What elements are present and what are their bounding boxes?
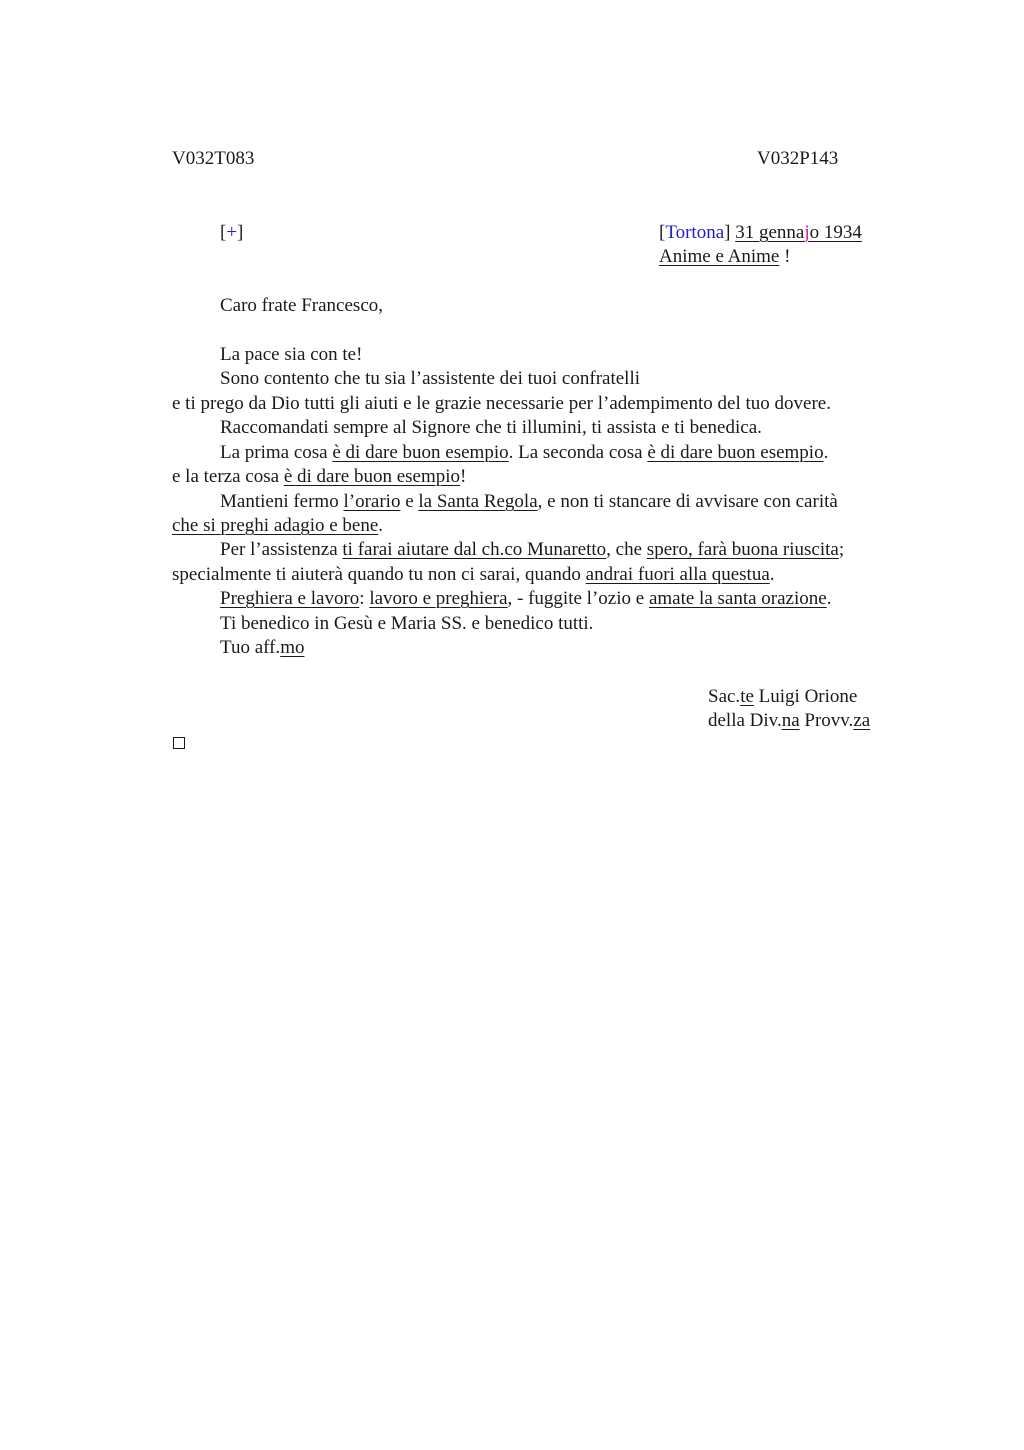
signature-line-1 [708,686,857,708]
text: e [400,491,419,512]
emphasis: mo [280,637,305,658]
body-line-5 [220,442,828,464]
abbrev: te [740,686,754,707]
bracket-close: ] [237,222,244,243]
text: Mantieni fermo [220,491,344,512]
text: . La seconda cosa [508,442,648,463]
emphasis: è di dare buon esempio [647,442,824,463]
emphasis: andrai fuori alla questua [585,564,770,585]
emphasis: lavoro e preghiera [369,588,508,609]
text: Tuo aff. [220,637,281,658]
document-code-right: V032P143 [757,148,839,169]
emphasis: è di dare buon esempio [283,466,461,487]
salutation: Caro frate Francesco, [220,295,384,316]
emphasis: amate la santa orazione [648,588,827,609]
place-date [659,222,862,244]
end-square-icon [173,737,185,749]
body-line-12: Ti benedico in Gesù e Maria SS. e benedico tutti. [220,613,594,634]
emphasis: ti farai aiutare dal ch.co Munaretto [342,539,607,560]
body-line-8 [172,515,383,537]
body-line-1: La pace sia con te! [220,344,363,365]
date-part-b: o 1934 [809,222,862,243]
emphasis: la Santa Regola [418,491,538,512]
text: . [826,588,832,609]
emphasis: è di dare buon esempio [332,442,509,463]
body-line-11 [220,588,831,610]
body-line-2: Sono contento che tu sia l’assistente dei tuoi confratelli [220,368,641,389]
body-line-4: Raccomandati sempre al Signore che ti illumini, ti assista e ti benedica. [220,417,762,438]
text: e la terza cosa [172,466,284,487]
text: . [823,442,829,463]
text: Provv. [799,710,854,731]
closing [220,637,304,659]
abbrev: na [781,710,800,731]
text: , che [606,539,647,560]
place-bracket-open: [ [659,222,666,243]
body-line-10 [172,564,775,586]
motto [659,246,790,268]
signature-line-2 [708,710,870,732]
text: , e non ti stancare di avvisare con carità [537,491,838,512]
text: . [378,515,384,536]
date-part-a: 31 genna [735,222,805,243]
emphasis: Preghiera e lavoro [220,588,360,609]
abbrev: za [853,710,871,731]
emphasis: spero, farà buona riuscita [646,539,839,560]
body-line-3: e ti prego da Dio tutti gli aiuti e le grazie necessarie per l’adempimento del tuo dovere. [172,393,831,414]
place-bracket-close: ] [724,222,731,243]
text: . [769,564,775,585]
text: Luigi Orione [753,686,858,707]
text: La prima cosa [220,442,333,463]
body-line-6 [172,466,466,488]
motto-text: Anime e Anime [659,246,780,267]
emphasis: l’orario [343,491,401,512]
text: specialmente ti aiuterà quando tu non ci sarai, quando [172,564,586,585]
text: Per l’assistenza [220,539,343,560]
letter-date [735,222,862,243]
date-part-j: j [804,222,810,243]
text: ; [838,539,845,560]
cross-mark [220,222,243,244]
body-line-9 [220,539,844,561]
document-code-left: V032T083 [172,148,255,169]
text: Sac. [708,686,741,707]
body-line-7 [220,491,838,513]
text: ! [460,466,467,487]
motto-end: ! [779,246,791,267]
text: : [359,588,370,609]
place-name: Tortona [665,222,725,243]
text: della Div. [708,710,782,731]
bracket-open: [ [220,222,227,243]
text: , - fuggite l’ozio e [507,588,649,609]
emphasis: che si preghi adagio e bene [172,515,379,536]
cross-symbol: + [226,222,238,243]
